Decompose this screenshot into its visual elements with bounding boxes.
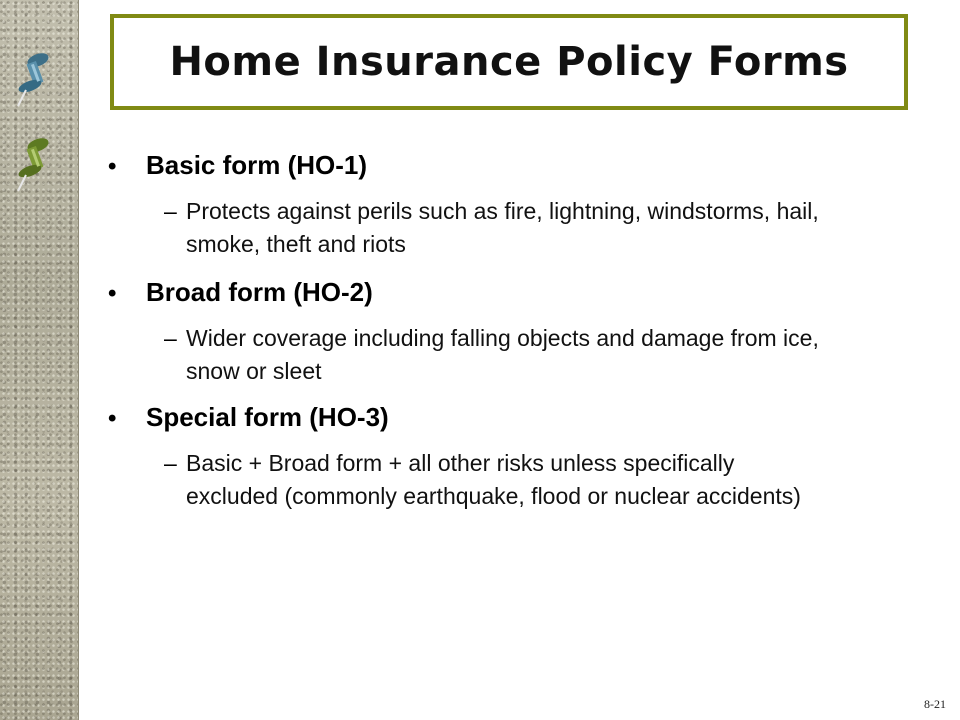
dash-glyph: – — [164, 198, 177, 224]
bullet-glyph: • — [108, 153, 117, 180]
bullet-glyph: • — [108, 280, 117, 307]
slide-title: Home Insurance Policy Forms — [169, 39, 849, 85]
sub-bullet-text: Basic + Broad form + all other risks unless specifically excluded (commonly earthquake, flood or nuclear accidents) — [186, 450, 801, 509]
bullet-label: Special form (HO-3) — [146, 402, 389, 432]
dash-glyph: – — [164, 450, 177, 476]
bullet-item — [108, 277, 908, 388]
sub-bullet-text: Protects against perils such as fire, lightning, windstorms, hail, smoke, theft and riots — [186, 198, 819, 257]
stone-texture-sidebar — [0, 0, 79, 720]
bullet-label: Basic form (HO-1) — [146, 150, 368, 180]
page-number: 8-21 — [924, 697, 946, 711]
pushpin-icon — [8, 50, 58, 110]
bullet-item — [108, 402, 908, 513]
pushpin-icon — [8, 135, 58, 195]
dash-glyph: – — [164, 325, 177, 351]
bullet-list — [108, 150, 908, 527]
sub-bullet-text: Wider coverage including falling objects and damage from ice, snow or sleet — [186, 325, 819, 384]
bullet-glyph: • — [108, 405, 117, 432]
title-box — [110, 14, 908, 110]
bullet-label: Broad form (HO-2) — [146, 277, 373, 307]
bullet-item — [108, 150, 908, 261]
